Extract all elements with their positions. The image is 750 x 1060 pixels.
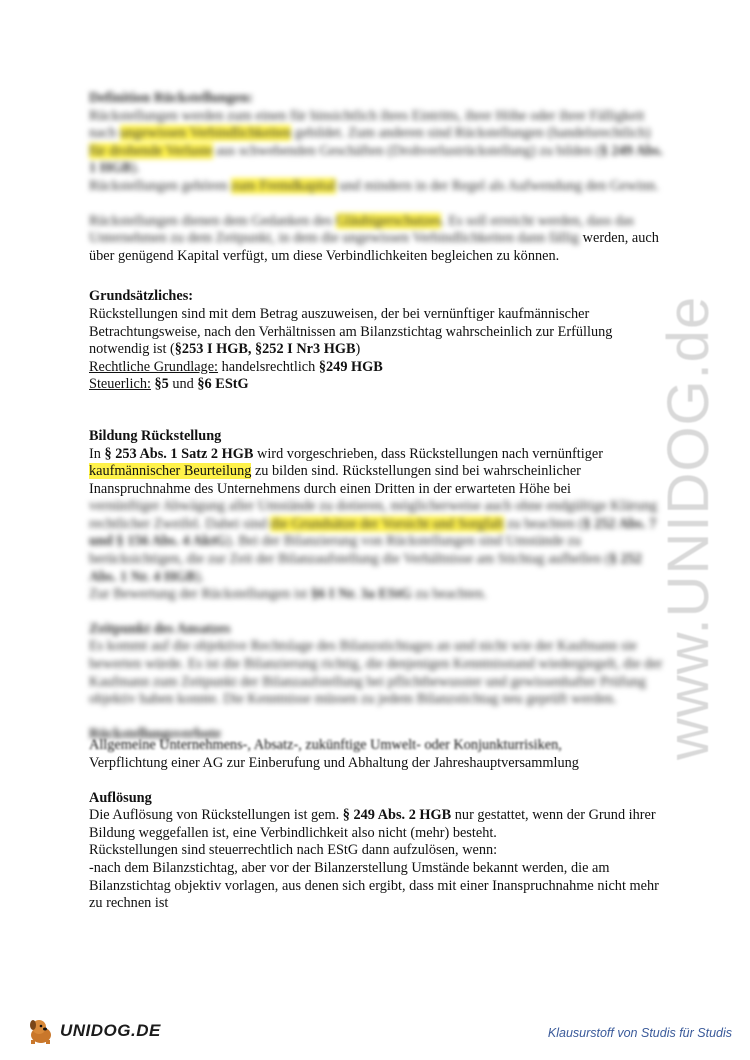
bildung-blurred: vernünftiger Abwägung aller Umstände zu dotieren, möglicherweise auch ohne endgültige Klärung rechtlicher Zweifel. Dabei sind die Grundsätze der Vorsicht und Sorgfalt zu beachten (§ 252 Abs. 7 und § 156 Abs. 4 AktG). Bei der Bilanzierung von Rückstellungen sind Umstände zu berücksichtigen, die zur Zeit der Bilanzaufstellung die Verhältnisse am Stichtag aufhellen (§ 252 Abs. 1 Nr. 4 HGB). bbox=[89, 498, 658, 585]
zeitpunkt-section bbox=[89, 621, 669, 709]
grundsaetzliches-heading: Grundsätzliches: bbox=[89, 288, 194, 305]
verbote-section bbox=[89, 726, 669, 773]
logo-text: UNIDOG.DE bbox=[60, 1021, 161, 1040]
document-page bbox=[89, 90, 669, 913]
glaeubiger-blurred: Rückstellungen dienen dem Gedanken des Gläubigerschutzes. Es soll erreicht werden, dass das Unternehmen zu dem Zeitpunkt, in dem die ungewissen Verbindlichkeiten dann fällig bbox=[89, 212, 635, 247]
verbote-line-2: Verpflichtung einer AG zur Einberufung und Abhaltung der Jahreshauptversammlung bbox=[89, 755, 579, 771]
grundsaetzliches-text: Rückstellungen sind mit dem Betrag auszuweisen, der bei vernünftiger kaufmännischer Betrachtungsweise, nach den Verhältnissen am Bilanzstichtag wahrscheinlich zur Erfüllung notwendig ist (§253 I HGB, §252 I Nr3 HGB) bbox=[89, 305, 613, 358]
steuerlich: Steuerlich: §5 und §6 EStG bbox=[89, 376, 249, 393]
rechtliche-grundlage: Rechtliche Grundlage: handelsrechtlich §249 HGB bbox=[89, 358, 383, 375]
aufloesung-heading: Auflösung bbox=[89, 789, 152, 806]
dog-icon bbox=[26, 1016, 56, 1046]
verbote-heading: Rückstellungsverbote bbox=[89, 725, 221, 742]
definition-paragraph-1: Rückstellungen werden zum einen für hinsichtlich ihres Eintritts, ihrer Höhe oder ihrer Fälligkeit nach ungewissen Verbindlichkeiten gebildet. Zum anderen sind Rückstellungen (handelsrechtlich) für drohende Verluste aus schwebenden Geschäften (Drohverlustrückstellung) zu bilden (§ 249 Abs. 1 HGB). bbox=[89, 107, 663, 177]
grundsaetzliches-section bbox=[89, 288, 669, 394]
unidog-logo[interactable] bbox=[26, 1016, 161, 1046]
watermark: www.UNIDOG.de bbox=[656, 295, 721, 760]
definition-section bbox=[89, 90, 669, 196]
bildung-heading: Bildung Rückstellung bbox=[89, 427, 222, 444]
definition-paragraph-2: Rückstellungen gehören zum Fremdkapital und mindern in der Regel als Aufwendung den Gewinn. bbox=[89, 177, 659, 194]
glaeubiger-clear: werden, auch über genügend Kapital verfügt, um diese Verbindlichkeiten begleichen zu können. bbox=[89, 230, 659, 264]
footer-tagline: Klausurstoff von Studis für Studis bbox=[547, 1026, 732, 1040]
bildung-section bbox=[89, 428, 669, 604]
aufloesung-bedingung: -nach dem Bilanzstichtag, aber vor der Bilanzerstellung Umstände bekannt werden, die am Bilanzstichtag objektiv vorlagen, aus denen sich ergibt, dass mit einer Inanspruchnahme nicht mehr zu rechnen ist bbox=[89, 859, 659, 912]
zeitpunkt-text: Es kommt auf die objektive Rechtslage des Bilanzstichtages an und nicht wie der Kaufmann sie bewerten würde. Es ist die Bilanzierung richtig, die denjenigen Kenntnisstand wiedergiegelt, die der Kaufmann zum Zeitpunkt der Bilanzaufstellung bei pflichtbewusster und gewissenhafter Prüfung objektiv haben konnte. Die Kenntnisse müssen zu jedem Bilanzstichtag neu geprüft werden. bbox=[89, 638, 663, 708]
aufloesung-text: Die Auflösung von Rückstellungen ist gem. § 249 Abs. 2 HGB nur gestattet, wenn der Grund ihrer Bildung weggefallen ist, eine Verbindlichkeit also nicht (mehr) besteht. bbox=[89, 807, 656, 841]
zeitpunkt-heading: Zeitpunkt des Ansatzes bbox=[89, 620, 231, 637]
glaeubiger-section bbox=[89, 213, 669, 266]
verbote-line-1: Allgemeine Unternehmens-, Absatz-, zukünftige Umwelt- oder Konjunkturrisiken, bbox=[89, 737, 562, 754]
bildung-bewertung: Zur Bewertung der Rückstellungen ist §6 I Nr. 3a EStG zu beachten. bbox=[89, 586, 487, 603]
aufloesung-section bbox=[89, 790, 669, 913]
aufloesung-steuer: Rückstellungen sind steuerrechtlich nach EStG dann aufzulösen, wenn: bbox=[89, 842, 498, 859]
bildung-text: In § 253 Abs. 1 Satz 2 HGB wird vorgeschrieben, dass Rückstellungen nach vernünftiger kaufmännischer Beurteilung zu bilden sind. Rückstellungen sind bei wahrscheinlicher Inanspruchnahme des Unternehmens durch einen Dritten in der erwarteten Höhe bei bbox=[89, 445, 603, 497]
definition-heading: Definition Rückstellungen: bbox=[89, 90, 254, 106]
